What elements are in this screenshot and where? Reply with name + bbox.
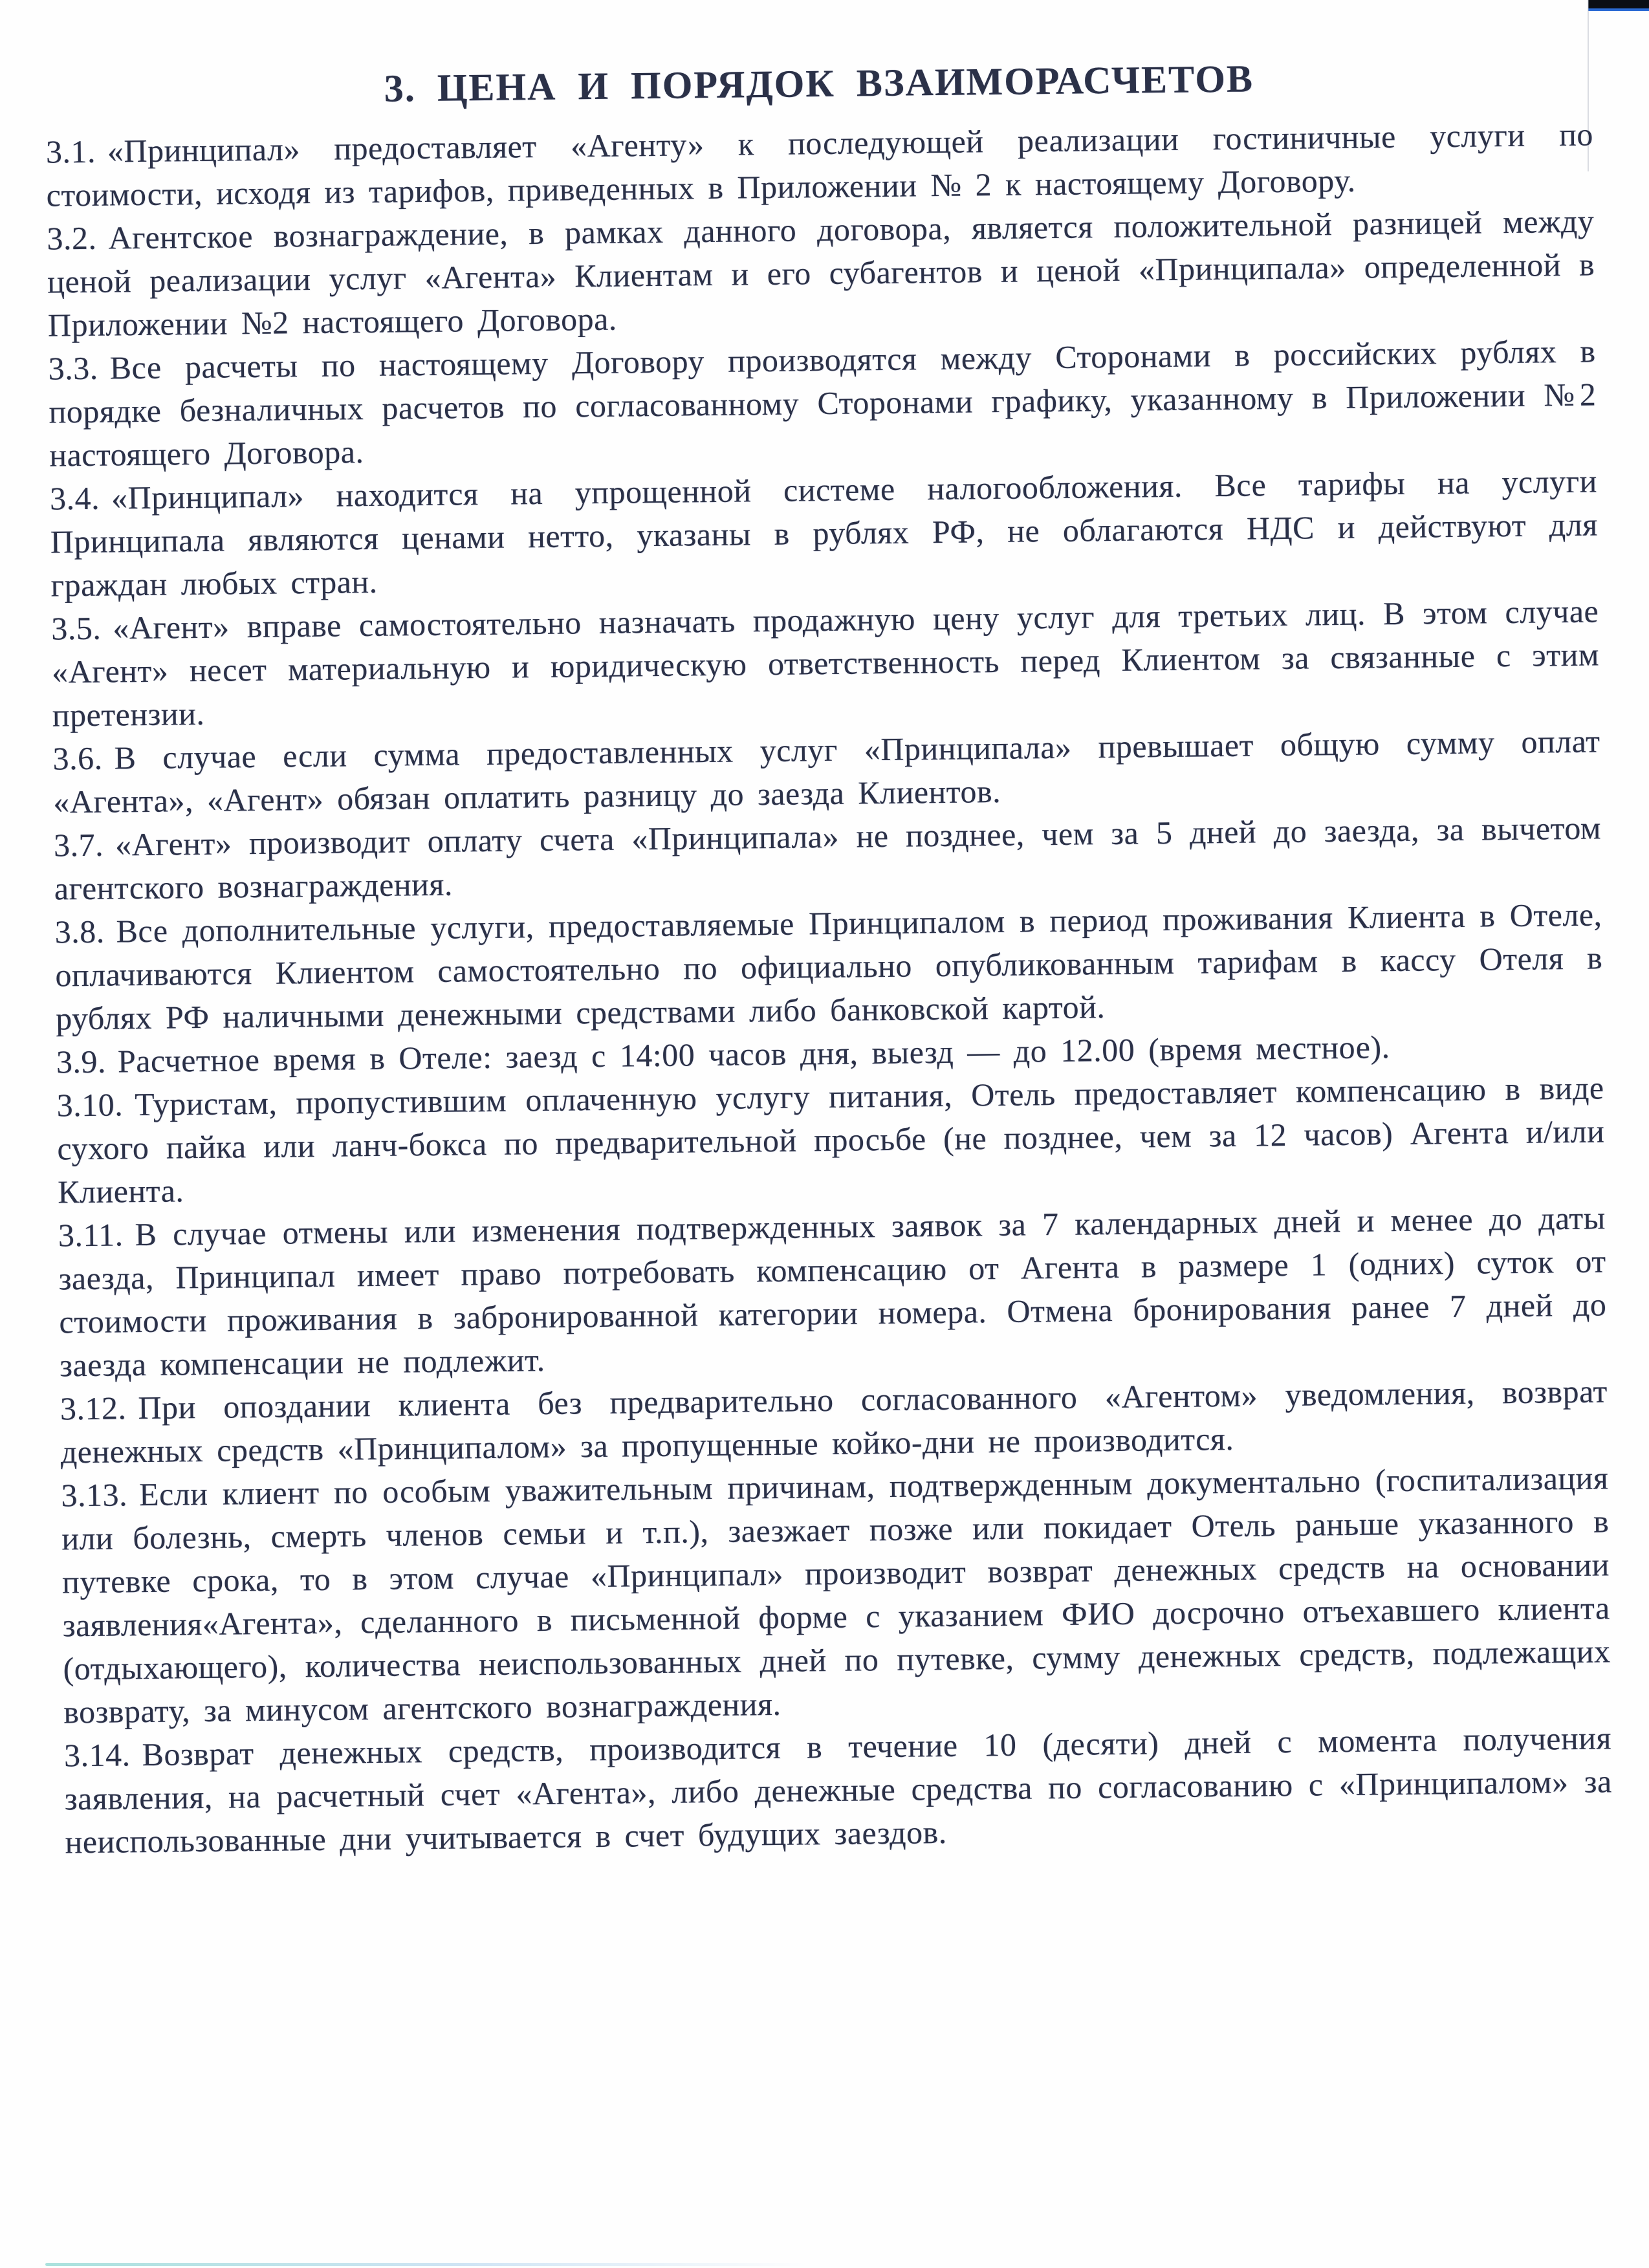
scan-artifact-corner-mark xyxy=(1588,0,1649,11)
clause-text: Туристам, пропустившим оплаченную услугу питания, Отель предоставляет компенсацию в виде сухого пайка или ланч-бокса по предварительной просьбе (не позднее, чем за 12 часов) Агента и/или Клиента. xyxy=(57,1069,1605,1210)
clause-text: При опоздании клиента без предварительно согласованного «Агентом» уведомления, возврат денежных средств «Принципалом» за пропущенные койко-дни не производится. xyxy=(60,1373,1608,1470)
clause-3-5 xyxy=(51,589,1600,737)
clause-text: Все дополнительные услуги, предоставляемые Принципалом в период проживания Клиента в Отеле, оплачиваются Клиентом самостоятельно по официально опубликованным тарифам в кассу Отеля в рублях РФ наличными денежными средствами либо банковской картой. xyxy=(55,896,1603,1037)
clause-3-8 xyxy=(54,893,1603,1040)
clause-number: 3.9. xyxy=(56,1043,107,1080)
clause-text: «Агент» производит оплату счета «Принципала» не позднее, чем за 5 дней до заезда, за вычетом агентского вознаграждения. xyxy=(54,809,1602,907)
scan-artifact-bottom-streak xyxy=(45,2263,809,2266)
document-body xyxy=(45,51,1612,1864)
clause-3-6 xyxy=(52,719,1600,823)
clause-text: Если клиент по особым уважительным причинам, подтвержденным документально (госпитализация или болезнь, смерть членов семьи и т.п.), заезжает позже или покидает Отель раньше указанного в путевке срока, то в этом случае «Принципал» производит возврат денежных средств на основании заявления«Агента», сделанного в письменной форме с указанием ФИО досрочно отъехавшего клиента (отдыхающего), количества неиспользованных дней по путевке, сумму денежных средств, подлежащих возврату, за минусом агентского вознаграждения. xyxy=(61,1459,1611,1730)
clause-text: В случае отмены или изменения подтвержденных заявок за 7 календарных дней и менее до даты заезда, Принципал имеет право потребовать компенсацию от Агента в размере 1 (одних) суток от стоимости проживания в забронированной категории номера. Отмена бронирования ранее 7 дней до заезда компенсации не подлежит. xyxy=(58,1199,1607,1384)
clause-text: Расчетное время в Отеле: заезд с 14:00 часов дня, выезд — до 12.00 (время местное). xyxy=(117,1029,1390,1080)
clause-text: Агентское вознаграждение, в рамках данного договора, является положительной разницей между ценой реализации услуг «Агента» Клиентам и его субагентов и ценой «Принципала» определенной в Приложении №2 настоящего Договора. xyxy=(47,202,1595,343)
clause-number: 3.5. xyxy=(50,609,102,647)
clause-3-3 xyxy=(48,329,1597,477)
clause-number: 3.13. xyxy=(61,1476,128,1514)
clause-number: 3.3. xyxy=(48,349,99,387)
clause-number: 3.2. xyxy=(47,219,97,257)
clause-number: 3.1. xyxy=(45,133,96,170)
clause-3-12 xyxy=(60,1369,1608,1474)
clause-3-13 xyxy=(61,1456,1611,1734)
clause-number: 3.8. xyxy=(54,913,105,950)
clause-3-4 xyxy=(50,459,1599,607)
clause-number: 3.6. xyxy=(52,739,103,777)
clause-number: 3.12. xyxy=(60,1390,127,1427)
clause-3-1 xyxy=(46,113,1594,217)
clause-3-14 xyxy=(64,1716,1613,1864)
clause-text: «Принципал» предоставляет «Агенту» к последующей реализации гостиничные услуги по стоимости, исходя из тарифов, приведенных в Приложении № 2 к настоящему Договору. xyxy=(46,116,1594,213)
clause-text: В случае если сумма предоставленных услуг «Принципала» превышает общую сумму оплат «Агента», «Агент» обязан оплатить разницу до заезда Клиентов. xyxy=(53,723,1600,820)
clause-number: 3.7. xyxy=(53,826,104,864)
clause-text: «Принципал» находится на упрощенной системе налогообложения. Все тарифы на услуги Принципала являются ценами нетто, указаны в рублях РФ, не облагаются НДС и действуют для граждан любых стран. xyxy=(50,463,1598,604)
clause-number: 3.4. xyxy=(49,479,100,517)
clause-number: 3.11. xyxy=(58,1216,124,1254)
clause-3-10 xyxy=(56,1066,1605,1214)
clause-3-7 xyxy=(54,806,1602,910)
clause-text: «Агент» вправе самостоятельно назначать продажную цену услуг для третьих лиц. В этом случае «Агент» несет материальную и юридическую ответственность перед Клиентом за связанные с этим претензии. xyxy=(51,593,1600,734)
clause-number: 3.14. xyxy=(63,1736,131,1774)
section-title: 3. ЦЕНА И ПОРЯДОК ВЗАИМОРАСЧЕТОВ xyxy=(384,57,1254,110)
clause-3-2 xyxy=(47,199,1595,347)
clause-text: Возврат денежных средств, производится в течение 10 (десяти) дней с момента получения заявления, на расчетный счет «Агента», либо денежные средства по согласованию с «Принципалом» за неиспользованные дни учитывается в счет будущих заездов. xyxy=(64,1719,1612,1860)
clause-number: 3.10. xyxy=(56,1086,124,1124)
clause-3-11 xyxy=(58,1196,1608,1387)
clause-text: Все расчеты по настоящему Договору производятся между Сторонами в российских рублях в порядке безналичных расчетов по согласованному Сторонами графику, указанному в Приложении №2 настоящего Договора. xyxy=(49,333,1597,474)
